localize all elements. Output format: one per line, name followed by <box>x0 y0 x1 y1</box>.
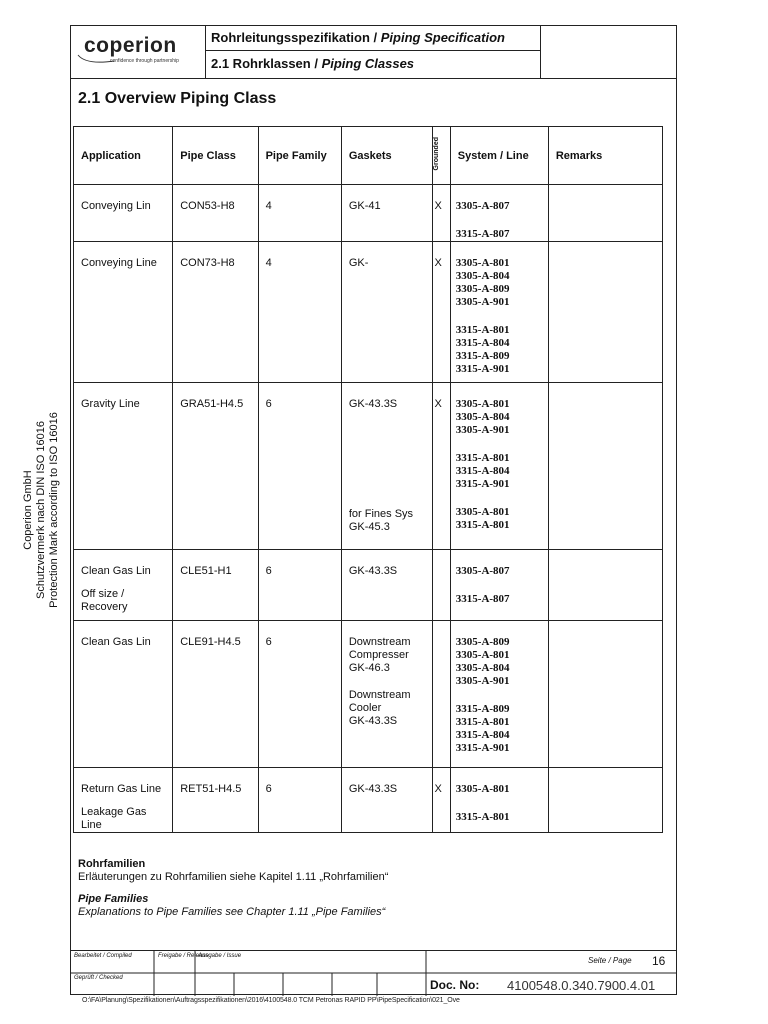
logo-tagline: confidence through partnership <box>110 58 179 64</box>
file-path: O:\FA\Planung\Spezifikationen\Auftragsspezifikationen\2016\4100548.0 TCM Petronas RAPID PP\PipeSpecification\021_Ove <box>82 997 460 1004</box>
cell-line: 3305-A-901 <box>455 675 510 687</box>
logo-text: coperion <box>84 34 177 57</box>
cell-application <box>74 383 173 550</box>
title-en: Piping Specification <box>380 30 505 45</box>
cell-pipe-family: 6 <box>258 621 341 768</box>
column-header: Pipe Family <box>258 127 341 185</box>
cell-gaskets <box>341 383 432 550</box>
cell-pipe-family: 6 <box>258 768 341 833</box>
logo <box>70 25 206 78</box>
application-line: Recovery <box>81 601 128 613</box>
piping-class-table <box>73 126 663 833</box>
page-header <box>70 25 677 79</box>
table-row <box>74 621 663 768</box>
cell-gaskets <box>341 550 432 621</box>
cell-line: 3305-A-801 <box>455 506 510 518</box>
cell-pipe-family: 4 <box>258 185 341 242</box>
chapter-title <box>205 51 540 78</box>
cell-gaskets <box>341 768 432 833</box>
table-header-row <box>74 127 663 185</box>
cell-application <box>74 621 173 768</box>
cell-line: 3305-A-804 <box>455 411 510 423</box>
footer-release: Freigabe / Release <box>158 953 209 959</box>
cell-line: 3305-A-801 <box>455 783 510 795</box>
cell-pipe-class: CON53-H8 <box>173 185 258 242</box>
cell-application <box>74 550 173 621</box>
cell-remarks <box>548 550 662 621</box>
notes-en-text: Explanations to Pipe Families see Chapter 1.11 „Pipe Families“ <box>78 906 386 918</box>
cell-system-line <box>450 621 548 768</box>
page-label: Seite / Page <box>588 956 632 965</box>
doc-label: Doc. No: <box>430 978 480 992</box>
cell-line: 3315-A-804 <box>455 729 510 741</box>
cell-line: 3305-A-801 <box>455 257 510 269</box>
cell-line: GK-41 <box>348 200 381 212</box>
cell-system-line <box>450 242 548 383</box>
column-header: Gaskets <box>341 127 432 185</box>
cell-pipe-class: RET51-H4.5 <box>173 768 258 833</box>
cell-line: 3305-A-807 <box>455 565 510 577</box>
application-line: Return Gas Line <box>81 783 162 795</box>
cell-pipe-family: 4 <box>258 242 341 383</box>
cell-pipe-class: GRA51-H4.5 <box>173 383 258 550</box>
cell-grounded: X <box>432 242 450 383</box>
cell-line: Downstream <box>348 636 411 648</box>
cell-line: GK-43.3S <box>348 398 398 410</box>
cell-system-line <box>450 383 548 550</box>
table-row <box>74 550 663 621</box>
application-line: Clean Gas Lin <box>81 565 151 577</box>
application-line: Gravity Line <box>81 398 140 410</box>
cell-line: 3305-A-801 <box>455 398 510 410</box>
chapter-title-text <box>211 56 414 71</box>
cell-line: 3315-A-804 <box>455 337 510 349</box>
cell-line: 3315-A-801 <box>455 716 510 728</box>
cell-application <box>74 185 173 242</box>
cell-pipe-class: CLE51-H1 <box>173 550 258 621</box>
protection-en: Protection Mark according to ISO 16016 <box>48 412 60 608</box>
cell-line: 3305-A-801 <box>455 649 510 661</box>
cell-line: 3315-A-801 <box>455 519 510 531</box>
cell-line: 3315-A-801 <box>455 811 510 823</box>
cell-line: 3315-A-809 <box>455 703 510 715</box>
header-blank <box>540 25 677 78</box>
cell-line: GK-43.3S <box>348 715 398 727</box>
cell-system-line <box>450 768 548 833</box>
title-en: Piping Classes <box>321 56 415 71</box>
table-row <box>74 768 663 833</box>
cell-remarks <box>548 621 662 768</box>
notes-de-title: Rohrfamilien <box>78 858 146 870</box>
application-line: Conveying Lin <box>81 200 151 212</box>
cell-pipe-class: CON73-H8 <box>173 242 258 383</box>
table-body <box>74 185 663 833</box>
cell-line: GK-43.3S <box>348 783 398 795</box>
column-header: Application <box>74 127 173 185</box>
cell-remarks <box>548 185 662 242</box>
cell-system-line <box>450 550 548 621</box>
column-header <box>432 127 450 185</box>
cell-line: GK-45.3 <box>348 521 390 533</box>
notes-en-title: Pipe Families <box>78 893 149 905</box>
cell-pipe-family: 6 <box>258 550 341 621</box>
cell-pipe-class: CLE91-H4.5 <box>173 621 258 768</box>
cell-line: 3315-A-809 <box>455 350 510 362</box>
cell-line: for Fines Sys <box>348 508 414 520</box>
cell-line: 3305-A-807 <box>455 200 510 212</box>
title-de: Rohrleitungsspezifikation / <box>211 30 381 45</box>
cell-line: 3305-A-901 <box>455 424 510 436</box>
cell-gaskets <box>341 242 432 383</box>
cell-grounded: X <box>432 185 450 242</box>
cell-remarks <box>548 383 662 550</box>
footer-issue: Ausgabe / Issue <box>198 953 242 959</box>
column-header: Pipe Class <box>173 127 258 185</box>
cell-line: 3305-A-809 <box>455 283 510 295</box>
cell-application <box>74 242 173 383</box>
table-row <box>74 242 663 383</box>
application-line: Conveying Line <box>81 257 157 269</box>
grounded-header-label: Grounded <box>432 137 440 171</box>
title-de: 2.1 Rohrklassen / <box>211 56 322 71</box>
cell-line: Cooler <box>348 702 382 714</box>
cell-line: GK- <box>348 257 369 269</box>
cell-line: Downstream <box>348 689 411 701</box>
cell-pipe-family: 6 <box>258 383 341 550</box>
cell-line: 3315-A-804 <box>455 465 510 477</box>
cell-remarks <box>548 242 662 383</box>
cell-line: 3315-A-901 <box>455 363 510 375</box>
company-name: Coperion GmbH <box>22 470 34 550</box>
page-footer <box>70 950 677 995</box>
footer-compiled: Bearbeitet / Compiled <box>74 953 132 959</box>
cell-line: 3315-A-801 <box>455 452 510 464</box>
doc-number: 4100548.0.340.7900.4.01 <box>507 978 656 993</box>
cell-gaskets <box>341 621 432 768</box>
cell-system-line <box>450 185 548 242</box>
cell-line: Compresser <box>348 649 409 661</box>
cell-grounded: X <box>432 383 450 550</box>
application-line: Leakage Gas <box>81 806 147 818</box>
cell-grounded: X <box>432 768 450 833</box>
cell-line: 3315-A-807 <box>455 228 510 240</box>
cell-grounded <box>432 621 450 768</box>
protection-de: Schutzvermerk nach DIN ISO 16016 <box>35 421 47 599</box>
column-header: System / Line <box>450 127 548 185</box>
table-row <box>74 383 663 550</box>
section-title: 2.1 Overview Piping Class <box>78 90 277 107</box>
header-title <box>205 25 541 78</box>
cell-line: GK-46.3 <box>348 662 390 674</box>
cell-line: 3315-A-901 <box>455 742 510 754</box>
column-header: Remarks <box>548 127 662 185</box>
cell-line: GK-43.3S <box>348 565 398 577</box>
table-row <box>74 185 663 242</box>
spec-title-text <box>211 30 505 45</box>
cell-line: 3305-A-804 <box>455 662 510 674</box>
application-line: Off size / <box>81 588 125 600</box>
page-number: 16 <box>652 954 666 968</box>
cell-line: 3305-A-804 <box>455 270 510 282</box>
application-line: Clean Gas Lin <box>81 636 151 648</box>
cell-remarks <box>548 768 662 833</box>
cell-application <box>74 768 173 833</box>
cell-line: 3305-A-901 <box>455 296 510 308</box>
cell-gaskets <box>341 185 432 242</box>
cell-line: 3315-A-807 <box>455 593 510 605</box>
notes-de-text: Erläuterungen zu Rohrfamilien siehe Kapitel 1.11 „Rohrfamilien“ <box>78 871 389 883</box>
cell-line: 3305-A-809 <box>455 636 510 648</box>
footer-checked: Geprüft / Checked <box>74 975 123 981</box>
notes <box>78 858 388 919</box>
application-line: Line <box>81 819 102 831</box>
cell-grounded <box>432 550 450 621</box>
cell-line: 3315-A-901 <box>455 478 510 490</box>
cell-line: 3315-A-801 <box>455 324 510 336</box>
spec-title <box>205 25 540 51</box>
protection-mark <box>22 400 61 620</box>
